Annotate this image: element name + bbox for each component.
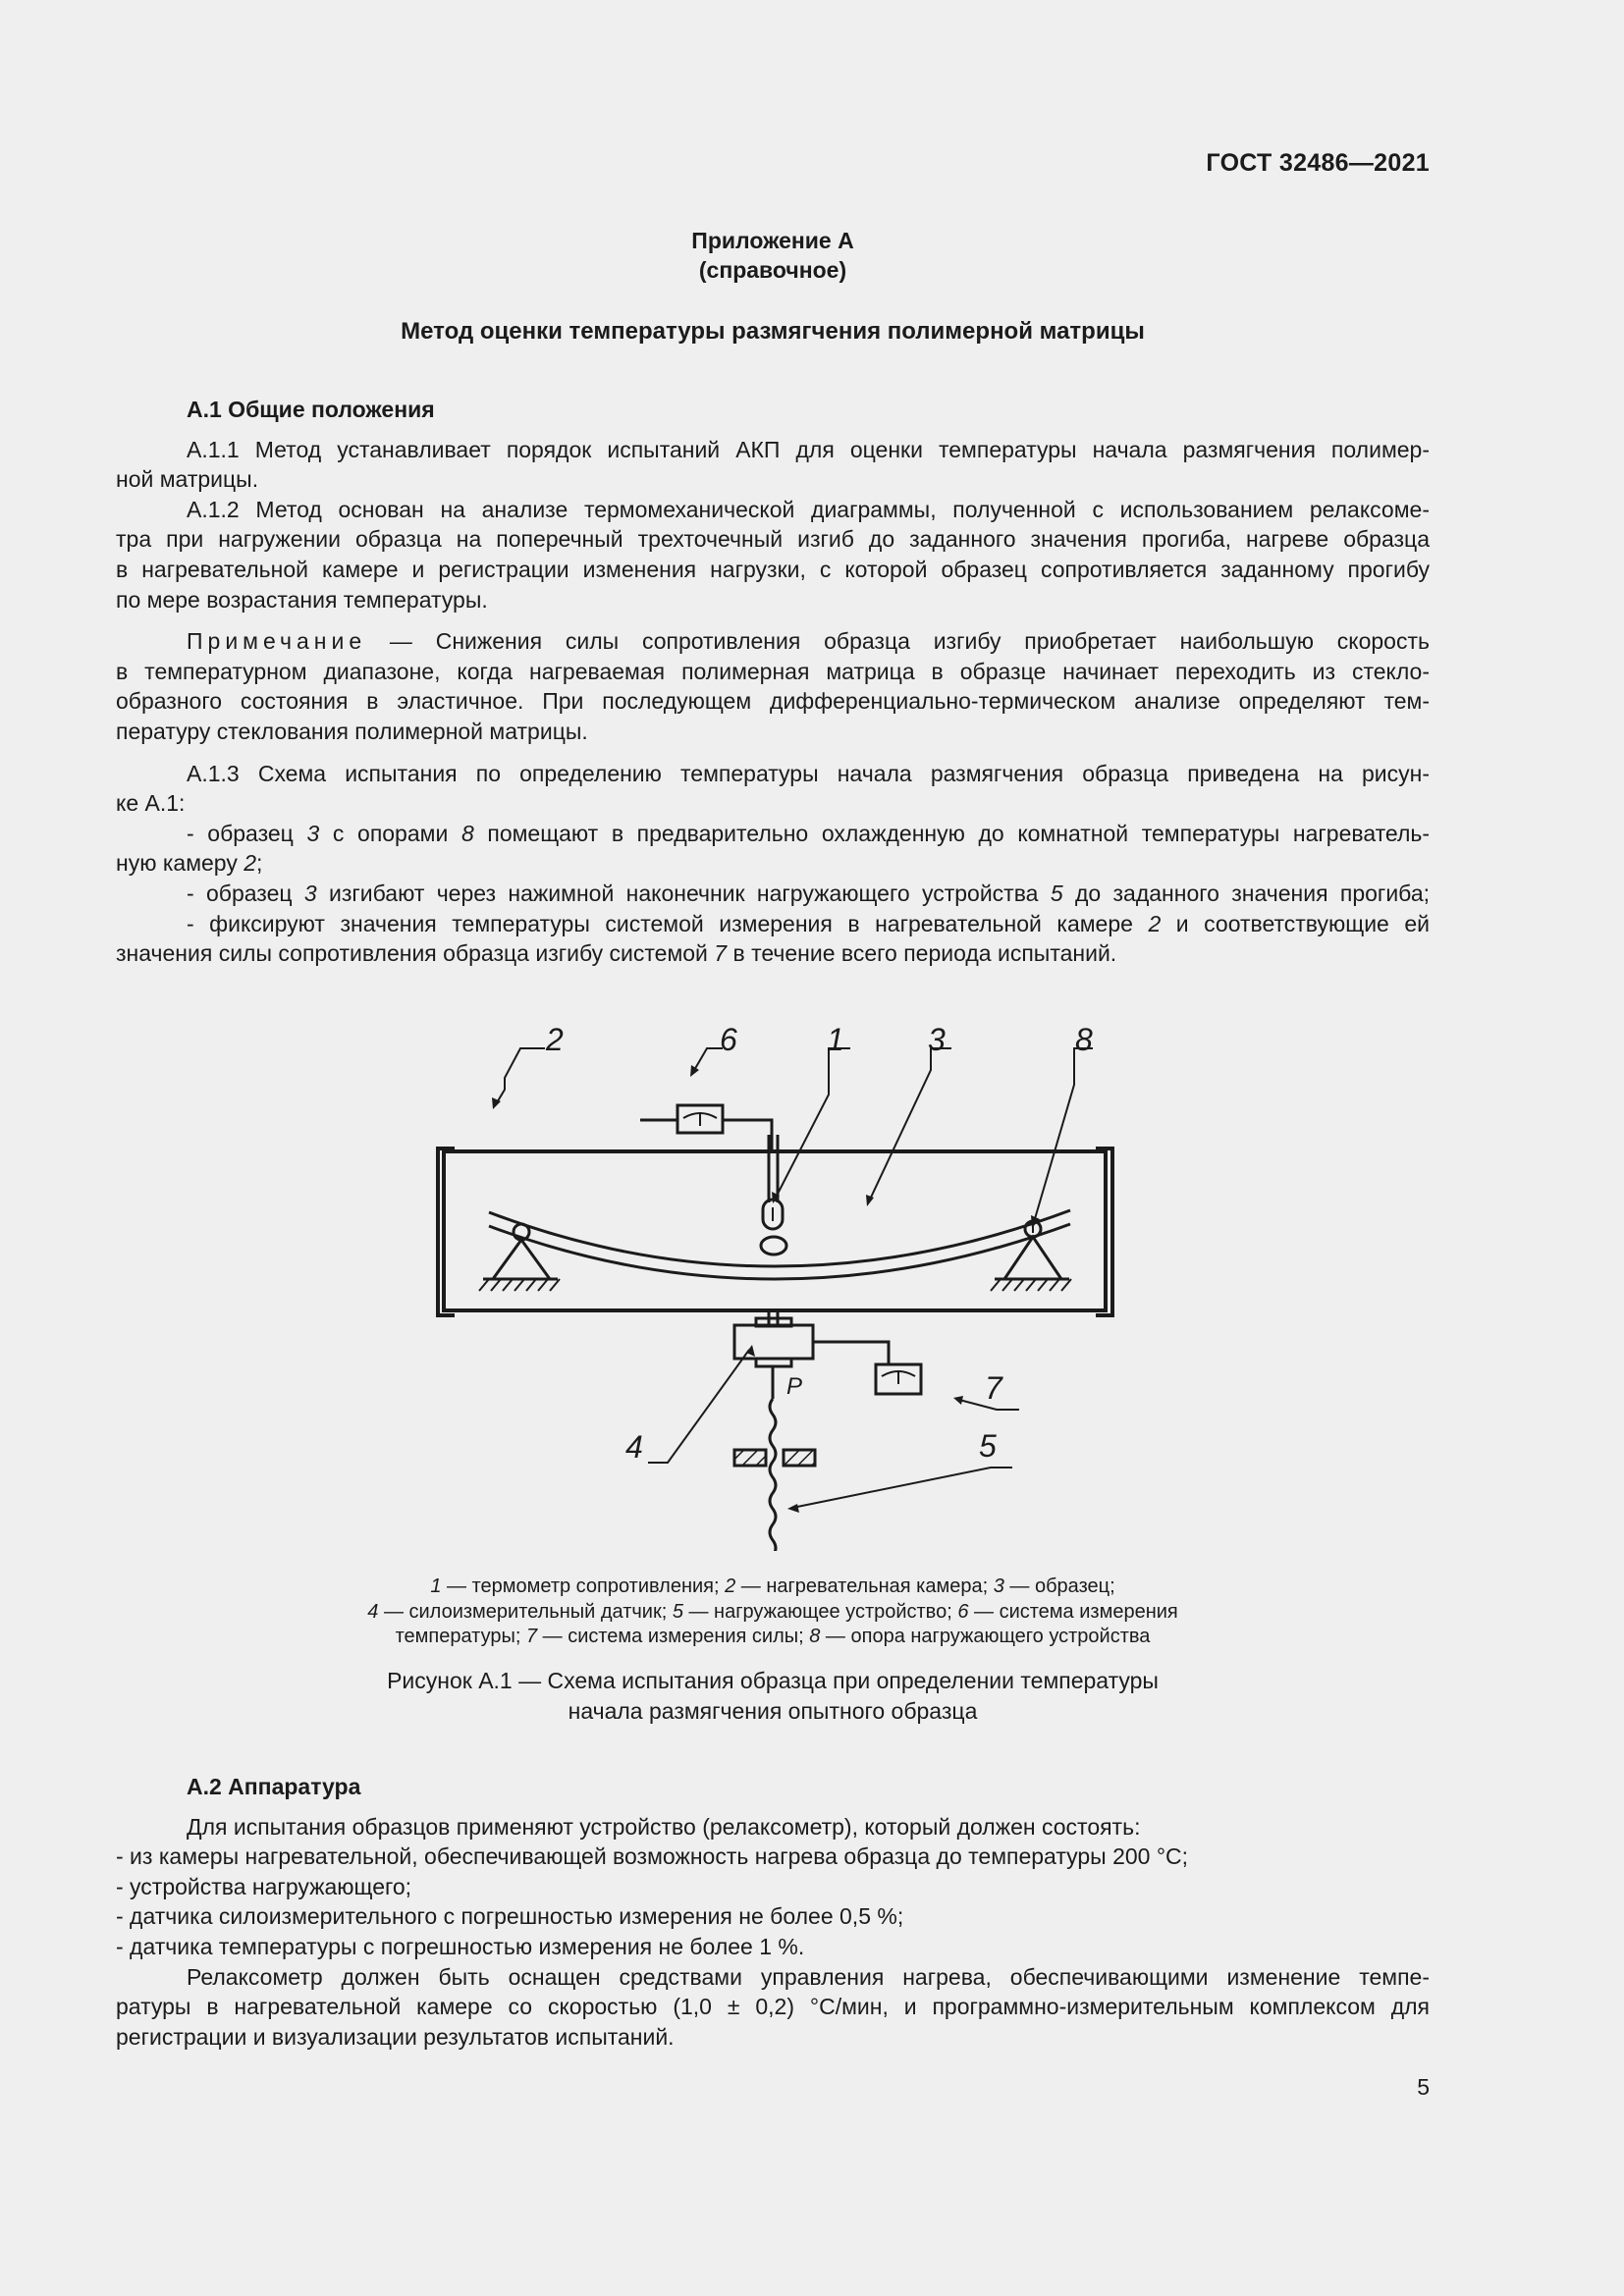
paragraph-a1-2-line: в нагревательной камере и регистрации изменения нагрузки, с которой образец сопротивляется заданному прогибу <box>116 556 1430 582</box>
test-scheme-figure <box>422 1021 1129 1551</box>
annex-heading <box>0 226 1545 285</box>
page-number: 5 <box>1417 2074 1430 2100</box>
loading-device-plate-right <box>784 1450 815 1466</box>
loading-spring <box>770 1399 776 1551</box>
section-a2 <box>116 1772 1430 2052</box>
section-a2-heading: А.2 Аппаратура <box>187 1774 361 1799</box>
thermo-lead <box>723 1120 772 1151</box>
note-line: пературу стеклования полимерной матрицы. <box>116 718 588 744</box>
paragraph-a2-2-line: ратуры в нагревательной камере со скоростью (1,0 ± 0,2) °С/мин, и программно-измерительным комплексом для <box>116 1994 1430 2020</box>
note-line <box>116 626 1430 657</box>
figure-legend <box>0 1575 1545 1650</box>
paragraph-a1-1-line: А.1.1 Метод устанавливает порядок испытаний АКП для оценки температуры начала размягчения полимер- <box>187 436 1430 462</box>
list-item: - фиксируют значения температуры системой измерения в нагревательной камере 2 и соответствующие ей <box>187 910 1430 936</box>
note-line: образного состояния в эластичное. При последующем дифференциально-термическом анализе определяют тем- <box>116 688 1430 715</box>
list-item: - из камеры нагревательной, обеспечивающей возможность нагрева образца до температуры 200 °С; <box>116 1843 1189 1870</box>
note-text: — Снижения силы сопротивления образца изгибу приобретает наибольшую скорость <box>366 628 1430 655</box>
label-8: 8 <box>1075 1022 1093 1057</box>
loading-device-plate-left <box>734 1450 766 1466</box>
list-item: значения силы сопротивления образца изгибу системой 7 в течение всего периода испытаний. <box>116 940 1117 967</box>
label-2: 2 <box>546 1022 564 1057</box>
label-7: 7 <box>985 1370 1002 1406</box>
list-item: - датчика силоизмерительного с погрешностью измерения не более 0,5 %; <box>116 1903 904 1930</box>
list-item: - образец 3 с опорами 8 помещают в предварительно охлажденную до комнатной температуры нагреватель- <box>187 820 1431 846</box>
annex-title: Приложение А <box>691 228 854 253</box>
label-1: 1 <box>827 1022 844 1057</box>
note-line: в температурном диапазоне, когда нагреваемая полимерная матрица в образце начинает переходить из стекло- <box>116 658 1430 684</box>
support-left <box>493 1240 550 1279</box>
section-a1-heading: А.1 Общие положения <box>187 397 435 422</box>
label-4: 4 <box>625 1429 643 1465</box>
list-item: - устройства нагружающего; <box>116 1873 412 1899</box>
paragraph-a1-2-line: А.1.2 Метод основан на анализе термомеханической диаграммы, полученной с использованием релаксоме- <box>187 496 1430 522</box>
force-lead <box>813 1342 889 1364</box>
list-item: - датчика температуры с погрешностью измерения не более 1 %. <box>116 1933 805 1959</box>
document-title: Метод оценки температуры размягчения полимерной матрицы <box>401 318 1145 345</box>
label-p: P <box>786 1373 803 1400</box>
figure-caption: Рисунок А.1 — Схема испытания образца при определении температуры начала размягчения опытного образца <box>387 1668 1159 1724</box>
paragraph-a2-2-line: Релаксометр должен быть оснащен средствами управления нагрева, обеспечивающими изменение темпе- <box>187 1963 1430 1990</box>
legend-line: 1 — термометр сопротивления; 2 — нагревательная камера; 3 — образец; <box>430 1575 1115 1597</box>
legend-line: 4 — силоизмерительный датчик; 5 — нагружающее устройство; 6 — система измерения <box>367 1600 1178 1623</box>
standard-number: ГОСТ 32486—2021 <box>1206 149 1430 177</box>
paragraph-a2-1: Для испытания образцов применяют устройство (релаксометр), который должен состоять: <box>187 1813 1141 1840</box>
section-a1 <box>116 395 1430 969</box>
paragraph-a1-2-line: по мере возрастания температуры. <box>116 586 488 613</box>
paragraph-a2-2-line: регистрации и визуализации результатов испытаний. <box>116 2023 675 2050</box>
paragraph-a1-3-line: А.1.3 Схема испытания по определению температуры начала размягчения образца приведена на рисун- <box>187 760 1430 786</box>
loading-tip <box>761 1237 786 1255</box>
paragraph-a1-3-line: ке А.1: <box>116 790 186 817</box>
label-5: 5 <box>979 1428 997 1464</box>
annex-subtitle: (справочное) <box>698 257 847 283</box>
legend-line: температуры; 7 — система измерения силы; 8 — опора нагружающего устройства <box>395 1626 1151 1647</box>
paragraph-a1-1-line: ной матрицы. <box>116 466 259 493</box>
paragraph-a1-2-line: тра при нагружении образца на поперечный трехточечный изгиб до заданного значения прогиба, нагреве образца <box>116 526 1430 553</box>
note-label: Примечание <box>187 628 367 655</box>
chamber-bracket-left <box>438 1148 455 1315</box>
label-6: 6 <box>720 1022 737 1057</box>
list-item: ную камеру 2; <box>116 850 263 877</box>
list-item: - образец 3 изгибают через нажимной наконечник нагружающего устройства 5 до заданного значения прогиба; <box>187 880 1430 906</box>
label-3: 3 <box>928 1022 946 1057</box>
